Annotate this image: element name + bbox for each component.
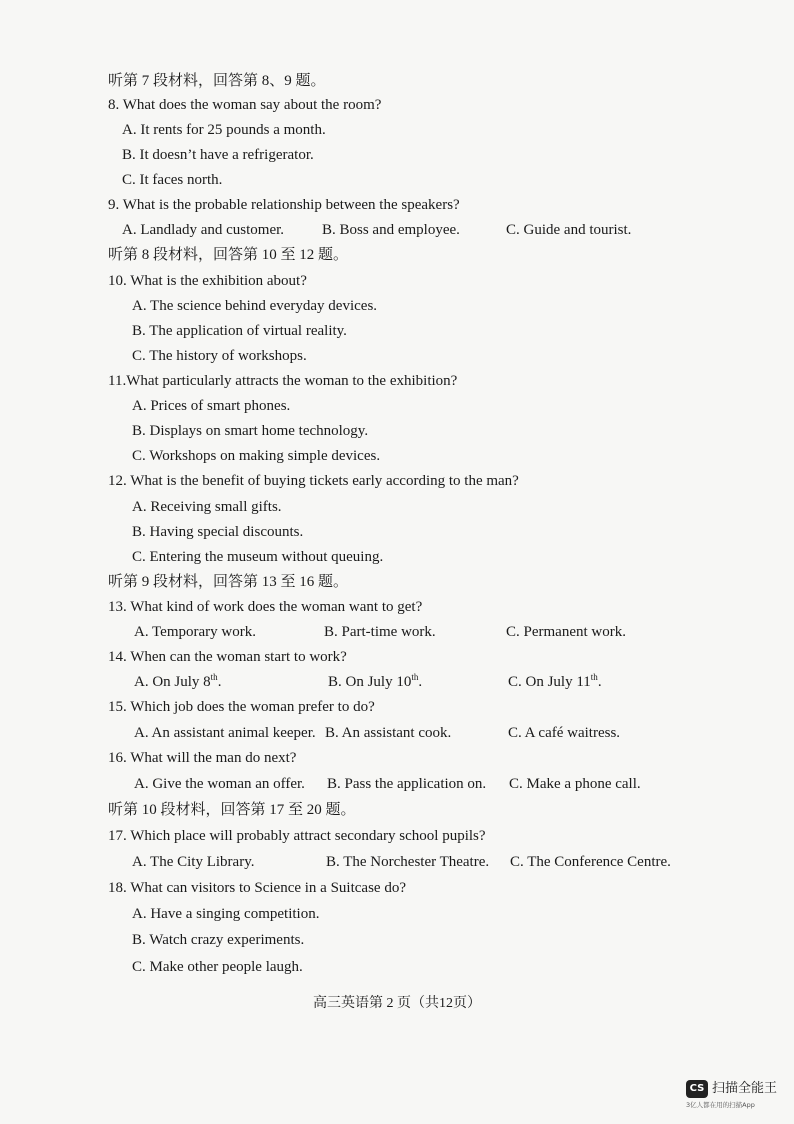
ordinal-suffix: th	[210, 672, 218, 682]
question-13-option-b: B. Part-time work.	[324, 624, 436, 640]
question-14-option-b	[328, 673, 422, 691]
question-9-option-a: A. Landlady and customer.	[122, 222, 285, 238]
question-9-stem: 9. What is the probable relationship between the speakers?	[108, 197, 460, 213]
brand-tagline: 3亿人都在用的扫描App	[686, 1101, 755, 1109]
ordinal-suffix: th	[411, 672, 419, 682]
question-18-option-c: C. Make other people laugh.	[132, 959, 303, 975]
brand-name: 扫描全能王	[712, 1081, 778, 1096]
question-9-option-b: B. Boss and employee.	[322, 222, 460, 238]
ordinal-suffix: th	[590, 672, 598, 682]
question-16-option-c: C. Make a phone call.	[509, 776, 641, 792]
question-14-option-a	[134, 673, 221, 691]
question-14-option-c	[508, 673, 602, 691]
question-12-option-c: C. Entering the museum without queuing.	[132, 549, 384, 565]
question-16-option-a: A. Give the woman an offer.	[134, 776, 305, 792]
question-12-option-a: A. Receiving small gifts.	[132, 499, 282, 515]
period: .	[418, 674, 423, 690]
scanner-watermark	[686, 1080, 790, 1116]
question-11-option-c: C. Workshops on making simple devices.	[132, 448, 381, 464]
question-8-option-a: A. It rents for 25 pounds a month.	[122, 122, 326, 138]
question-10-option-b: B. The application of virtual reality.	[132, 323, 347, 339]
question-16-stem: 16. What will the man do next?	[108, 750, 297, 766]
question-8-option-c: C. It faces north.	[122, 172, 223, 188]
question-12-stem: 12. What is the benefit of buying tickets early according to the man?	[108, 473, 519, 489]
question-11-stem: 11.What particularly attracts the woman to the exhibition?	[108, 373, 458, 389]
question-17-option-b: B. The Norchester Theatre.	[326, 854, 490, 870]
question-18-option-b: B. Watch crazy experiments.	[132, 932, 305, 948]
question-18-option-a: A. Have a singing competition.	[132, 906, 320, 922]
question-10-option-c: C. The history of workshops.	[132, 348, 307, 364]
question-15-option-c: C. A café waitress.	[508, 725, 621, 741]
question-13-option-a: A. Temporary work.	[134, 624, 256, 640]
question-15-option-a: A. An assistant animal keeper.	[134, 725, 316, 741]
question-9-option-c: C. Guide and tourist.	[506, 222, 632, 238]
question-13-option-c: C. Permanent work.	[506, 624, 626, 640]
question-11-option-a: A. Prices of smart phones.	[132, 398, 291, 414]
question-15-stem: 15. Which job does the woman prefer to do?	[108, 699, 375, 715]
period: .	[217, 674, 222, 690]
section-heading-7: 听第 7 段材料，回答第 8、9 题。	[108, 73, 326, 89]
question-8-option-b: B. It doesn’t have a refrigerator.	[122, 147, 314, 163]
section-heading-10: 听第 10 段材料，回答第 17 至 20 题。	[108, 802, 356, 818]
question-12-option-b: B. Having special discounts.	[132, 524, 304, 540]
question-14-option-b-text: B. On July 10	[328, 674, 412, 690]
question-13-stem: 13. What kind of work does the woman want to get?	[108, 599, 423, 615]
question-14-stem: 14. When can the woman start to work?	[108, 649, 347, 665]
camscanner-logo-icon: CS	[686, 1080, 708, 1098]
question-14-option-c-text: C. On July 11	[508, 674, 591, 690]
question-10-option-a: A. The science behind everyday devices.	[132, 298, 378, 314]
period: .	[597, 674, 602, 690]
question-18-stem: 18. What can visitors to Science in a Suitcase do?	[108, 880, 406, 896]
question-14-option-a-text: A. On July 8	[134, 674, 211, 690]
question-8-stem: 8. What does the woman say about the room?	[108, 97, 382, 113]
section-heading-9: 听第 9 段材料，回答第 13 至 16 题。	[108, 574, 349, 590]
page-footer: 高三英语第 2 页（共12页）	[313, 996, 481, 1011]
question-16-option-b: B. Pass the application on.	[327, 776, 487, 792]
question-15-option-b: B. An assistant cook.	[325, 725, 452, 741]
section-heading-8: 听第 8 段材料，回答第 10 至 12 题。	[108, 247, 349, 263]
question-17-option-c: C. The Conference Centre.	[510, 854, 671, 870]
question-10-stem: 10. What is the exhibition about?	[108, 273, 307, 289]
question-17-option-a: A. The City Library.	[132, 854, 255, 870]
question-11-option-b: B. Displays on smart home technology.	[132, 423, 369, 439]
question-17-stem: 17. Which place will probably attract secondary school pupils?	[108, 828, 486, 844]
